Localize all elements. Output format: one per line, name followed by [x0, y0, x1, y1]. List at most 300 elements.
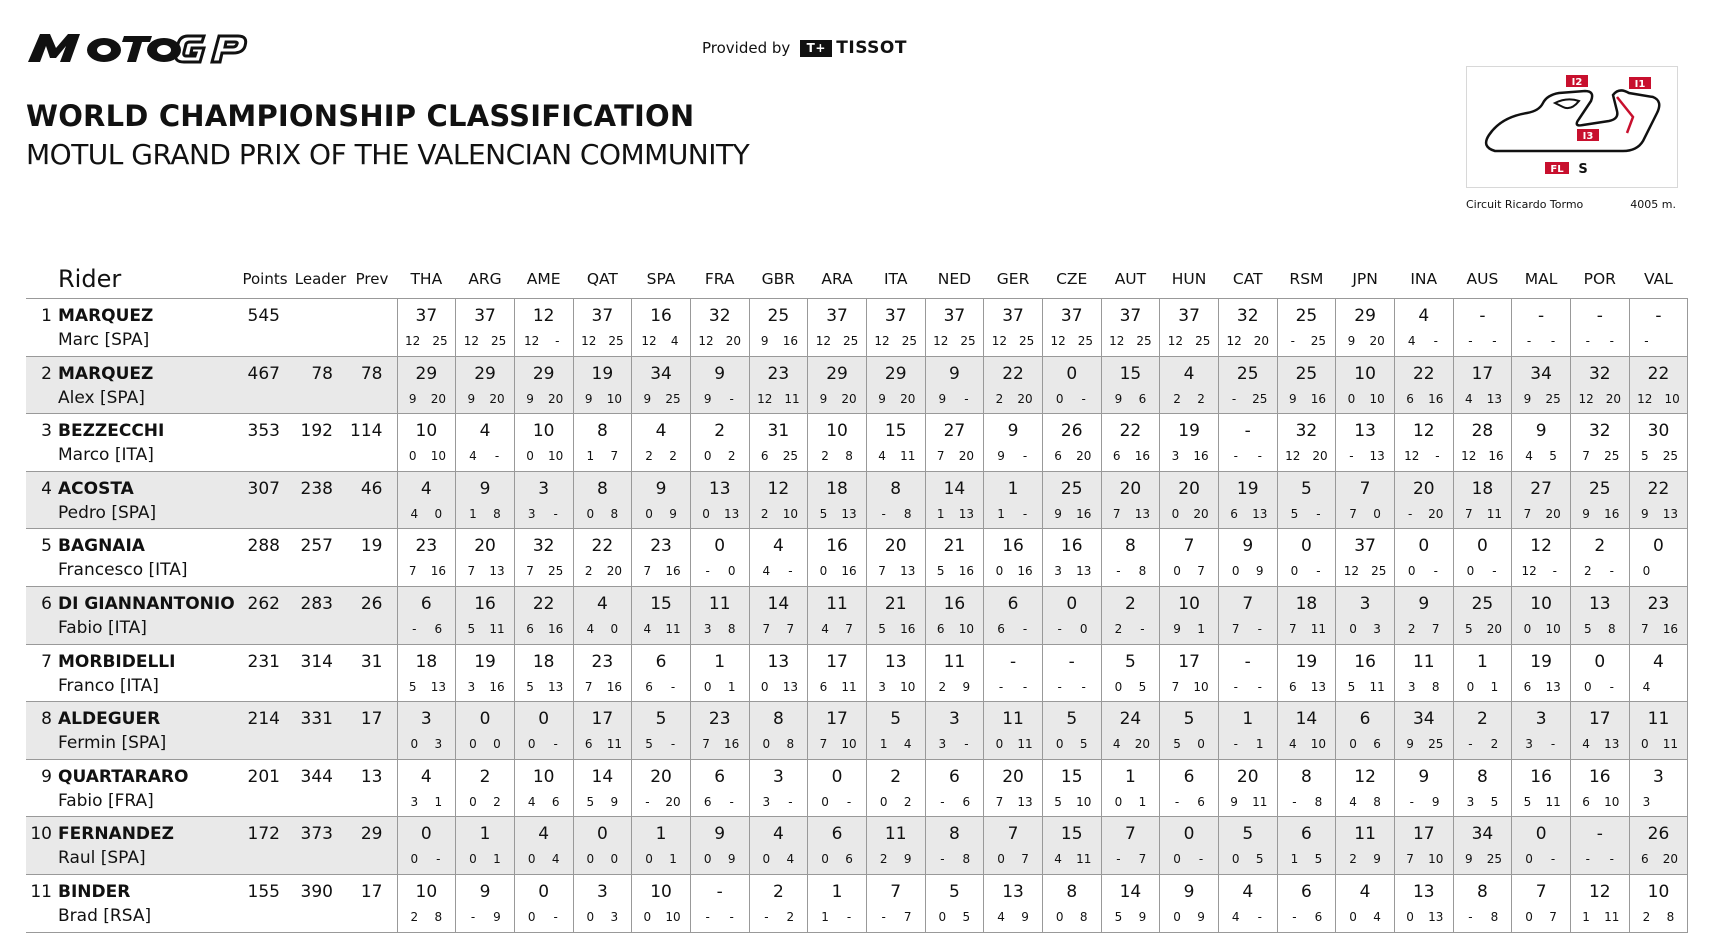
race-points: 9 [610, 794, 619, 809]
race-total: 37 [1060, 306, 1083, 326]
race-split [632, 910, 690, 924]
race-split [1630, 449, 1688, 463]
race-total: 3 [772, 766, 784, 787]
rider-gap-prev: 46 [360, 478, 383, 499]
race-points: 9 [1431, 794, 1440, 809]
race-total: 23 [1647, 593, 1670, 614]
race-cell-ita [866, 702, 925, 760]
rider-gap-leader: 78 [311, 363, 333, 384]
race-cell-qat [573, 414, 632, 472]
race-total: - [1244, 651, 1251, 672]
race-split [456, 392, 514, 406]
race-cell-gbr [749, 874, 808, 932]
rider-gap-leader: 283 [300, 593, 333, 614]
race-split [808, 622, 866, 636]
sprint-points: - [1116, 564, 1121, 579]
race-cell-por [1570, 644, 1629, 702]
race-split [808, 680, 866, 694]
race-total: 34 [1530, 363, 1552, 384]
race-split [1160, 564, 1218, 578]
sprint-points: 7 [762, 621, 771, 636]
race-cell-cat [1218, 874, 1277, 932]
race-total: 7 [1242, 593, 1254, 614]
race-cell-cze [1042, 356, 1101, 414]
race-points: 8 [1314, 794, 1323, 809]
race-total: 11 [884, 824, 907, 845]
race-total: 4 [1183, 363, 1195, 384]
race-cell-ara [808, 471, 867, 529]
sprint-points: - [705, 909, 710, 924]
rider-points: 214 [247, 709, 280, 730]
race-points: 13 [1486, 391, 1503, 406]
race-total: 4 [1653, 651, 1664, 672]
race-total: 1 [1007, 478, 1019, 499]
sprint-points: 0 [527, 909, 536, 924]
race-split [1336, 449, 1394, 463]
race-split [1336, 564, 1394, 578]
rider-cell [26, 299, 236, 357]
sprint-points: - [1233, 449, 1238, 464]
rider-first-name: Marco [ITA] [58, 445, 154, 466]
race-points [1664, 334, 1676, 348]
race-cell-spa [632, 586, 691, 644]
race-cell-tha [397, 759, 456, 817]
race-points: - [729, 909, 734, 924]
race-split [456, 852, 514, 866]
race-total: 37 [1178, 306, 1200, 326]
race-split [1102, 795, 1160, 809]
sprint-points: 6 [819, 679, 828, 694]
sprint-points: 6 [1288, 679, 1297, 694]
race-cell-qat [573, 356, 632, 414]
rider-gap-prev: 29 [360, 824, 383, 845]
tissot-cross-icon: T+ [800, 40, 832, 57]
race-cell-cat [1218, 586, 1277, 644]
race-points: 25 [1662, 449, 1679, 464]
race-split [1336, 392, 1394, 406]
race-cell-ger [984, 817, 1043, 875]
race-points: - [1257, 449, 1262, 464]
rider-gap-prev: 13 [360, 766, 383, 787]
race-cell-val [1629, 874, 1688, 932]
rider-last-name: DI GIANNANTONIO [58, 593, 235, 614]
race-cell-ina [1394, 759, 1453, 817]
sprint-points: - [1585, 852, 1590, 867]
race-points: - [494, 449, 500, 464]
race-points: 11 [1369, 679, 1385, 694]
race-total: 8 [772, 709, 784, 730]
race-split [691, 334, 749, 348]
sprint-points: 9 [760, 334, 769, 348]
sprint-points: 12 [463, 334, 479, 348]
race-points: 20 [725, 334, 741, 348]
race-points: 10 [900, 679, 916, 694]
table-row [26, 644, 1688, 702]
race-split [984, 910, 1042, 924]
race-total: 5 [1066, 709, 1078, 730]
rider-cell [26, 702, 236, 760]
race-points: 13 [958, 506, 975, 521]
race-split [515, 449, 573, 463]
race-total: 17 [591, 709, 614, 730]
race-cell-val [1629, 702, 1688, 760]
rider-name [58, 767, 188, 812]
race-total: 1 [714, 651, 726, 672]
race-points: 11 [1545, 794, 1561, 809]
race-cell-cze [1042, 644, 1101, 702]
sprint-points: - [1526, 334, 1532, 348]
race-split [398, 852, 456, 866]
race-total: 23 [708, 709, 731, 730]
race-cell-arg [456, 471, 515, 529]
race-total: 10 [1354, 363, 1376, 384]
rider-gap-prev: 17 [360, 709, 383, 730]
col-header-ita: ITA [883, 270, 908, 288]
race-total: 15 [1060, 824, 1083, 845]
race-cell-fra [690, 702, 749, 760]
race-points: 16 [665, 564, 681, 579]
race-total: 26 [1647, 824, 1670, 845]
race-split [1102, 910, 1160, 924]
sprint-points: 6 [1054, 449, 1062, 464]
race-points: 10 [606, 391, 622, 406]
race-total: 28 [1471, 421, 1494, 442]
race-cell-qat [573, 586, 632, 644]
sprint-points: 0 [703, 449, 712, 464]
race-total: 11 [1647, 709, 1670, 730]
race-split [1219, 449, 1277, 463]
rider-points: 201 [247, 766, 280, 787]
rider-last-name: ACOSTA [58, 478, 134, 499]
race-cell-ame [514, 759, 573, 817]
sprint-points: 4 [762, 564, 771, 579]
race-total: 16 [650, 306, 672, 326]
sprint-points: 7 [584, 679, 593, 694]
sprint-points: 0 [1407, 564, 1416, 579]
race-cell-ita [866, 817, 925, 875]
race-split [398, 795, 456, 809]
race-cell-val [1629, 356, 1688, 414]
race-cell-hun [1160, 586, 1219, 644]
race-split [926, 795, 984, 809]
sprint-points: 0 [1349, 737, 1357, 752]
race-total: 16 [826, 536, 848, 557]
race-points: 8 [1490, 909, 1499, 924]
race-total: 25 [1060, 478, 1083, 499]
race-cell-tha [397, 586, 456, 644]
race-cell-spa [632, 414, 691, 472]
sprint-points: 12 [1521, 564, 1537, 579]
sprint-points: 0 [527, 737, 536, 752]
race-split [691, 622, 749, 636]
race-total: 18 [826, 478, 848, 499]
race-points: 13 [1369, 449, 1385, 464]
race-cell-rsm [1277, 817, 1336, 875]
race-points: 2 [669, 449, 677, 464]
race-points: 7 [610, 449, 619, 464]
sprint-points: 0 [1583, 679, 1592, 694]
race-split [808, 795, 866, 809]
race-split [984, 392, 1042, 406]
rider-position: 3 [41, 421, 52, 442]
race-total: 32 [1236, 306, 1259, 326]
race-cell-ara [808, 586, 867, 644]
race-total: 13 [767, 651, 790, 672]
race-total: 4 [1418, 306, 1430, 326]
race-points: 5 [1314, 852, 1323, 867]
sprint-points: 9 [938, 391, 947, 406]
race-total: 16 [943, 593, 966, 614]
race-cell-qat [573, 471, 632, 529]
race-total: 14 [767, 593, 790, 614]
race-cell-cze [1042, 471, 1101, 529]
rider-position: 4 [41, 478, 52, 499]
race-total: 29 [415, 363, 438, 384]
rider-points: 262 [247, 593, 280, 614]
race-points: 10 [1604, 794, 1620, 809]
race-total: 9 [1535, 421, 1547, 442]
race-cell-ina [1394, 644, 1453, 702]
race-cell-rsm [1277, 414, 1336, 472]
race-points: 16 [1604, 506, 1620, 521]
race-points: 4 [670, 334, 679, 348]
race-split [1160, 680, 1218, 694]
rider-gap-prev: 26 [360, 593, 383, 614]
race-total: 6 [948, 766, 960, 787]
race-split [632, 334, 690, 348]
table-body [26, 299, 1688, 933]
race-cell-jpn [1336, 759, 1395, 817]
race-cell-cat [1218, 817, 1277, 875]
race-total: 19 [591, 363, 614, 384]
table-row [26, 759, 1688, 817]
sprint-points: - [1116, 852, 1121, 867]
race-total: 15 [1060, 766, 1083, 787]
sprint-points: 12 [1637, 391, 1653, 406]
race-split [632, 680, 690, 694]
sprint-points: 7 [1523, 506, 1532, 521]
race-total: 1 [479, 824, 491, 845]
race-points: 20 [1017, 391, 1033, 406]
race-cell-aus [1453, 759, 1512, 817]
race-split [1219, 795, 1277, 809]
race-points: 1 [669, 852, 677, 867]
race-cell-aus [1453, 586, 1512, 644]
sprint-points: 1 [821, 909, 829, 924]
rider-name [58, 536, 188, 581]
race-points: 1 [1138, 794, 1147, 809]
race-cell-ned [925, 874, 984, 932]
sprint-points: 2 [1114, 621, 1123, 636]
race-split [691, 852, 749, 866]
race-split [1630, 795, 1688, 809]
race-cell-aus [1453, 356, 1512, 414]
race-split [456, 449, 514, 463]
race-split [808, 910, 866, 924]
race-cell-val [1629, 644, 1688, 702]
race-points: 9 [962, 679, 971, 694]
race-split [926, 507, 984, 521]
race-split [1336, 334, 1394, 348]
sprint-points: 7 [1288, 621, 1297, 636]
race-split [808, 737, 866, 751]
race-total: 3 [1535, 709, 1547, 730]
sprint-points: 6 [997, 621, 1005, 636]
race-split [1278, 852, 1336, 866]
race-points: - [553, 909, 558, 924]
sprint-points: 1 [1582, 909, 1590, 924]
sprint-points: 3 [878, 679, 886, 694]
race-points: 2 [786, 909, 795, 924]
race-total: 20 [650, 766, 672, 787]
sprint-points: 0 [879, 794, 888, 809]
race-points: 20 [548, 391, 564, 406]
sprint-points: 0 [469, 852, 477, 867]
race-points: 16 [1193, 449, 1209, 464]
sprint-points: 12 [1226, 334, 1242, 348]
race-split [1512, 795, 1570, 809]
race-total: 16 [1588, 766, 1611, 787]
race-split [1454, 564, 1512, 578]
race-split [691, 910, 749, 924]
race-points: 9 [669, 506, 677, 521]
race-cell-ned [925, 759, 984, 817]
sprint-points: 9 [1054, 506, 1062, 521]
race-cell-rsm [1277, 644, 1336, 702]
race-split [867, 334, 925, 348]
sprint-points: 1 [469, 506, 477, 521]
race-points: - [1609, 852, 1614, 867]
race-total: 10 [1530, 593, 1552, 614]
sprint-points: - [881, 909, 886, 924]
race-split [750, 852, 808, 866]
race-total: 10 [415, 421, 438, 442]
race-cell-ara [808, 874, 867, 932]
race-points: - [964, 391, 969, 406]
race-points: 13 [1134, 506, 1151, 521]
race-points: 5 [1138, 679, 1147, 694]
race-points: 20 [1545, 506, 1561, 521]
sprint-points: 4 [1231, 909, 1240, 924]
race-cell-ame [514, 356, 573, 414]
sprint-points: 0 [586, 909, 595, 924]
race-points: 16 [1662, 621, 1679, 636]
race-cell-gbr [749, 586, 808, 644]
col-header-spa: SPA [646, 270, 676, 288]
sprint-points: 9 [584, 391, 593, 406]
sprint-points: 0 [1173, 852, 1181, 867]
race-total: 4 [420, 766, 432, 787]
sprint-points: 5 [467, 621, 476, 636]
race-points: 13 [782, 679, 798, 694]
sprint-points: 7 [1582, 449, 1590, 464]
race-points: 5 [962, 909, 971, 924]
race-total: 13 [1588, 593, 1611, 614]
sprint-points: 1 [936, 506, 945, 521]
sprint-points: - [705, 564, 710, 579]
race-split [574, 564, 632, 578]
race-split [1571, 852, 1629, 866]
sprint-points: 5 [408, 679, 417, 694]
race-split [984, 737, 1042, 751]
race-points: 10 [1664, 391, 1680, 406]
race-cell-rsm [1277, 702, 1336, 760]
col-header-points: Points [242, 270, 288, 288]
race-points: - [1492, 564, 1497, 579]
race-split [1395, 680, 1453, 694]
race-total: - [1596, 824, 1603, 845]
race-points: 16 [1428, 391, 1444, 406]
race-points: 6 [1373, 737, 1381, 752]
race-total: - [716, 881, 723, 902]
race-total: 29 [1354, 306, 1376, 326]
race-cell-arg [456, 759, 515, 817]
race-points: 6 [962, 794, 971, 809]
race-cell-fra [690, 299, 749, 357]
sprint-points: 12 [1461, 449, 1477, 464]
race-split [1219, 910, 1277, 924]
race-total: 4 [1242, 881, 1254, 902]
race-total: 0 [596, 824, 608, 845]
sprint-points: 4 [1112, 737, 1121, 752]
col-header-hun: HUN [1171, 270, 1207, 288]
race-cell-cat [1218, 529, 1277, 587]
race-total: 9 [655, 478, 667, 499]
race-cell-qat [573, 299, 632, 357]
sprint-points: 0 [1523, 621, 1532, 636]
race-points: 25 [960, 334, 976, 348]
race-split [926, 910, 984, 924]
race-points: 20 [958, 449, 975, 464]
race-split [1043, 622, 1101, 636]
race-total: 37 [943, 306, 966, 326]
rider-name [58, 824, 174, 869]
rider-gap-leader: 257 [300, 536, 333, 557]
race-total: 22 [1119, 421, 1142, 442]
race-cell-cze [1042, 414, 1101, 472]
race-cell-fra [690, 874, 749, 932]
race-points: - [1316, 506, 1321, 521]
race-points: 8 [610, 506, 619, 521]
race-points: - [1433, 564, 1438, 579]
race-split [867, 852, 925, 866]
race-points: - [729, 391, 734, 406]
race-cell-arg [456, 702, 515, 760]
race-total: 8 [596, 478, 608, 499]
sprint-points: 12 [1109, 334, 1125, 348]
rider-first-name: Raul [SPA] [58, 848, 146, 869]
race-points: 25 [1019, 334, 1035, 348]
sprint-points: 9 [526, 391, 534, 406]
race-points: 20 [900, 391, 916, 406]
race-points: 16 [1017, 564, 1033, 579]
race-points: - [1081, 679, 1086, 694]
race-split [984, 449, 1042, 463]
race-cell-arg [456, 817, 515, 875]
race-points: - [1198, 852, 1204, 867]
table-row [26, 299, 1688, 357]
race-split [984, 622, 1042, 636]
race-split [1102, 852, 1160, 866]
race-split [1102, 507, 1160, 521]
race-cell-spa [632, 356, 691, 414]
race-total: 17 [1588, 709, 1611, 730]
race-split [1278, 795, 1336, 809]
race-points: 25 [491, 334, 507, 348]
sprint-points: 5 [1523, 794, 1532, 809]
race-split [398, 680, 456, 694]
race-total: 20 [1002, 766, 1024, 787]
